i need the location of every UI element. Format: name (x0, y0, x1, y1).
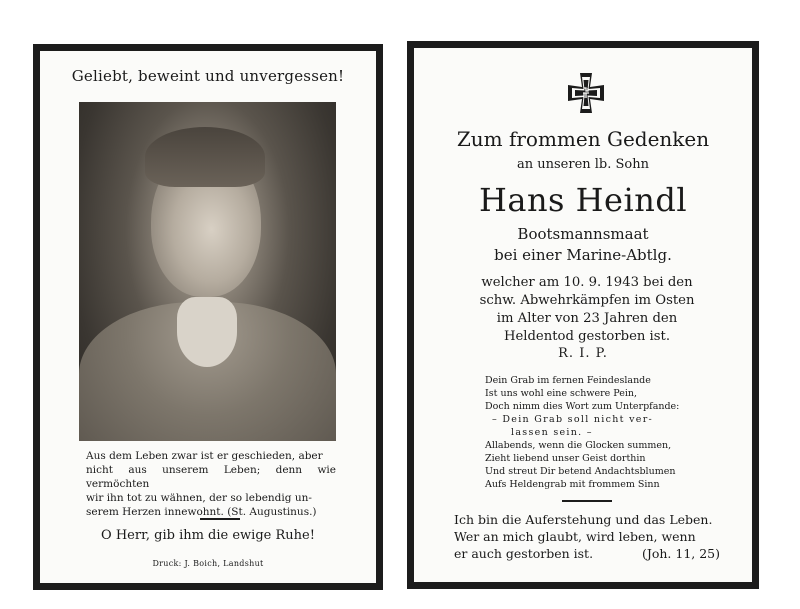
iron-cross-icon (564, 71, 608, 115)
deceased-rank: Bootsmannsmaat (517, 225, 649, 243)
verse-last-line: er auch gestorben ist. (454, 546, 594, 561)
deceased-name: Hans Heindl (478, 181, 688, 219)
memorial-title: Zum frommen Gedenken (456, 127, 710, 151)
bible-verse: Ich bin die Auferstehung und das Leben. Wer an mich glaubt, wird leben, wenn er auch gestorben ist. (Joh. 11, 25) (454, 512, 720, 561)
divider (562, 500, 612, 502)
divider (200, 518, 240, 520)
rip-line: R. I. P. (558, 346, 608, 361)
verse-reference: (Joh. 11, 25) (641, 546, 720, 561)
memorial-poem: Dein Grab im fernen Feindeslande Ist uns wohl eine schwere Pein, Doch nimm dies Wort zum Unterpfande: – Dein Grab soll nicht ver- lassen sein. – Allabends, wenn die Glocken summen, Zieht liebend unser Geist dorthin Und streut Dir betend Andachtsblumen Aufs Heldengrab mit frommem Sinn (485, 375, 680, 490)
augustinus-quote: Aus dem Leben zwar ist er geschieden, aber nicht aus unserem Leben; denn wie vermöchten wir ihn tot zu wähnen, der so lebendig un- serem Herzen innewohnt. (St. Augustinus.) (86, 450, 336, 518)
prayer-line: O Herr, gib ihm die ewige Ruhe! (101, 528, 315, 543)
memorial-subtitle: an unseren lb. Sohn (517, 157, 649, 172)
deceased-unit: bei einer Marine-Abtlg. (494, 246, 672, 264)
right-memorial-card (407, 41, 759, 589)
left-heading: Geliebt, beweint und unvergessen! (71, 67, 345, 85)
printer-credit: Druck: J. Boich, Landshut (152, 559, 264, 568)
soldier-portrait-photo (79, 102, 336, 441)
death-notice: welcher am 10. 9. 1943 bei den schw. Abwehrkämpfen im Osten im Alter von 23 Jahren den Heldentod gestorben ist. (479, 275, 695, 344)
left-memorial-card (33, 44, 383, 590)
